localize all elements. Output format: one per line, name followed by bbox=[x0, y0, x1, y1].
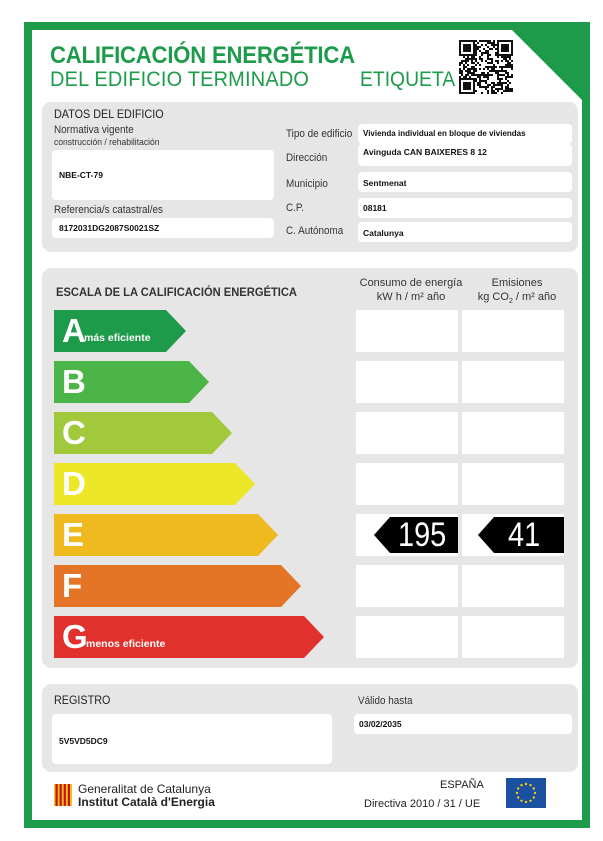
direccion-value: Avinguda CAN BAIXERES 8 12 bbox=[363, 147, 487, 157]
corner-triangle bbox=[512, 30, 582, 100]
rating-bar-shape-f bbox=[54, 565, 301, 607]
rating-letter-e: E bbox=[62, 516, 85, 553]
rating-bar-e bbox=[54, 514, 278, 556]
valido-box bbox=[354, 714, 572, 734]
emisiones-rating-tag bbox=[478, 517, 564, 553]
rating-letter-d: D bbox=[62, 465, 86, 502]
consumo-cell-b bbox=[356, 361, 458, 403]
rating-bar-g bbox=[54, 616, 324, 658]
emisiones-cell-b bbox=[462, 361, 564, 403]
normativa-box bbox=[52, 150, 274, 200]
consumo-rating-tag bbox=[374, 517, 458, 553]
consumo-cell-g bbox=[356, 616, 458, 658]
registro-panel bbox=[42, 684, 578, 772]
autonoma-value: Catalunya bbox=[363, 228, 404, 238]
direccion-box bbox=[358, 144, 572, 166]
municipio-label: Municipio bbox=[286, 178, 328, 190]
registro-heading: REGISTRO bbox=[54, 693, 111, 707]
consumo-cell-f bbox=[356, 565, 458, 607]
emisiones-cell-f bbox=[462, 565, 564, 607]
tipo-box bbox=[358, 124, 572, 144]
escala-heading: ESCALA DE LA CALIFICACIÓN ENERGÉTICA bbox=[56, 285, 297, 299]
referencia-value: 8172031DG2087S0021SZ bbox=[59, 223, 160, 233]
emisiones-unit-pre: kg CO bbox=[477, 291, 509, 303]
org-line-2: Institut Català d'Energia bbox=[78, 795, 215, 809]
rating-letter-a: A bbox=[62, 312, 86, 349]
autonoma-label: C. Autónoma bbox=[286, 225, 344, 237]
rating-letter-b: B bbox=[62, 363, 86, 400]
normativa-sublabel: construcción / rehabilitación bbox=[54, 137, 160, 148]
emisiones-unit-post: / m² año bbox=[512, 291, 557, 303]
emisiones-header-line2 bbox=[462, 290, 572, 309]
rating-bar-a bbox=[54, 310, 186, 352]
label-frame bbox=[24, 22, 590, 828]
registro-value: 5V5VD5DC9 bbox=[59, 736, 108, 746]
consumo-cell-a bbox=[356, 310, 458, 352]
cp-label: C.P. bbox=[286, 202, 304, 214]
tipo-value: Vivienda individual en bloque de viviendas bbox=[363, 129, 526, 138]
emisiones-value: 41 bbox=[508, 516, 541, 554]
rating-bar-b bbox=[54, 361, 209, 403]
title-line-1: CALIFICACIÓN ENERGÉTICA bbox=[50, 42, 355, 69]
emisiones-cell-c bbox=[462, 412, 564, 454]
registro-box bbox=[52, 714, 332, 764]
eu-flag-icon bbox=[506, 778, 546, 813]
cp-box bbox=[358, 198, 572, 218]
referencia-label: Referencia/s catastral/es bbox=[54, 204, 163, 216]
direccion-label: Dirección bbox=[286, 152, 328, 164]
rating-bar-d bbox=[54, 463, 255, 505]
directive-label: Directiva 2010 / 31 / UE bbox=[364, 798, 481, 810]
consumo-value: 195 bbox=[398, 516, 447, 554]
org-line-1: Generalitat de Catalunya bbox=[78, 782, 211, 796]
rating-bar-shape-g bbox=[54, 616, 324, 658]
rating-sub-g: menos eficiente bbox=[86, 638, 166, 650]
consumo-cell-d bbox=[356, 463, 458, 505]
tipo-label: Tipo de edificio bbox=[286, 128, 353, 140]
cp-value: 08181 bbox=[363, 203, 387, 213]
municipio-value: Sentmenat bbox=[363, 178, 407, 188]
catalan-flag-icon bbox=[54, 784, 72, 811]
qr-code-icon bbox=[459, 40, 513, 94]
emisiones-header-line1: Emisiones bbox=[491, 277, 543, 289]
emisiones-header bbox=[462, 276, 572, 309]
normativa-value: NBE-CT-79 bbox=[59, 170, 103, 180]
emisiones-cell-g bbox=[462, 616, 564, 658]
consumo-cell-c bbox=[356, 412, 458, 454]
rating-sub-a: más eficiente bbox=[84, 332, 151, 344]
rating-bar-shape-e bbox=[54, 514, 278, 556]
autonoma-box bbox=[358, 222, 572, 242]
emisiones-unit-sub: 2 bbox=[508, 298, 513, 306]
municipio-box bbox=[358, 172, 572, 192]
rating-letter-g: G bbox=[62, 618, 88, 655]
escala-panel bbox=[42, 268, 578, 668]
country-label: ESPAÑA bbox=[440, 779, 484, 791]
datos-panel bbox=[42, 102, 578, 252]
rating-letter-c: C bbox=[62, 414, 86, 451]
title-line-2: DEL EDIFICIO TERMINADO bbox=[50, 68, 310, 91]
consumo-header-line1: Consumo de energía bbox=[359, 277, 463, 289]
rating-bar-c bbox=[54, 412, 232, 454]
datos-heading: DATOS DEL EDIFICIO bbox=[54, 107, 164, 121]
emisiones-cell-a bbox=[462, 310, 564, 352]
normativa-label: Normativa vigente bbox=[54, 124, 134, 136]
rating-letter-f: F bbox=[62, 567, 83, 604]
valido-value: 03/02/2035 bbox=[359, 719, 402, 729]
etiqueta-label: ETIQUETA bbox=[360, 68, 456, 91]
referencia-box bbox=[52, 218, 274, 238]
consumo-header bbox=[356, 276, 466, 304]
valido-label: Válido hasta bbox=[358, 695, 413, 707]
consumo-header-line2: kW h / m² año bbox=[376, 291, 446, 303]
emisiones-cell-d bbox=[462, 463, 564, 505]
label-sheet bbox=[32, 30, 582, 820]
rating-bar-f bbox=[54, 565, 301, 607]
